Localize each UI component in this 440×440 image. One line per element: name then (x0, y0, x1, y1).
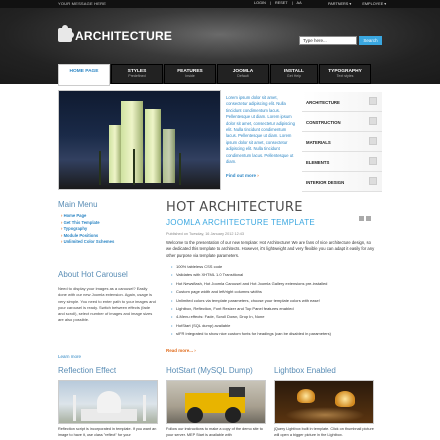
article-tools (359, 216, 373, 222)
list-item: • Validates with XHTML 1.0 Transitional (172, 272, 377, 280)
tab-typography[interactable]: TYPOGRAPHY Text styles (319, 64, 371, 84)
side-item-construction[interactable]: CONSTRUCTION (302, 112, 382, 132)
top-menus (328, 1, 396, 6)
menu-item-typography[interactable]: › Typography (61, 226, 158, 233)
puzzle-logo-icon (58, 28, 72, 42)
feature-side-menu (302, 92, 382, 192)
partners-menu[interactable]: PARTNERS ▾ (328, 2, 352, 6)
module-caption: Reflection script is incorporated in template. If you want an image to have it, use class "reflect" for your (58, 427, 157, 437)
about-text: Need to display your images as a carousel? Easily done with our new Joomla extension. Again, usage is very simple. You need to enter path to your images and your carousel is ready. Switch between effects (fade and scroll), select number of images and image sizes are also possible. (58, 286, 156, 323)
side-item-materials[interactable]: MATERIALS (302, 132, 382, 152)
side-item-interior-design[interactable]: INTERIOR DESIGN (302, 172, 382, 192)
list-item: • HotStart (SQL dump) available (172, 323, 377, 331)
top-links: LOGIN | RESET | AA (254, 1, 302, 5)
dump-truck-image[interactable] (166, 380, 266, 424)
about-title: About Hot Carousel (58, 270, 128, 279)
tab-joomla[interactable]: JOOMLA Default (217, 64, 269, 84)
list-item: • sIFR integrated to show nice custom fonts for headings (can be disabled in parameters) (172, 331, 377, 339)
feature-text: Lorem ipsum dolor sit amet, consectetur adipiscing elit. Nulla tincidunt condimentum lacus. Pellentesque ut diam. Lorem ipsum dolor sit amet, consectetur adipiscing elit. Nulla tincidunt condimentum lacus. Pellentesque ut diam. Lorem ipsum dolor sit amet, consectetur adipiscing elit. Nulla tincidunt condimentum lacus. Pellentesque ut diam. (226, 95, 295, 165)
module-title: Reflection Effect (58, 366, 117, 375)
tab-styles[interactable]: STYLES Predefined (111, 64, 163, 84)
main-nav (58, 64, 368, 84)
menu-item-get-template[interactable]: › Get This Template (61, 220, 158, 227)
arrow-icon (369, 97, 377, 105)
top-bar (0, 0, 440, 8)
feature-list (172, 264, 377, 340)
arrow-icon (369, 117, 377, 125)
tab-home-page[interactable]: HOME PAGE (58, 64, 110, 86)
main-menu-title: Main Menu (58, 200, 98, 209)
module-title: Lightbox Enabled (274, 366, 336, 375)
side-item-architecture[interactable]: ARCHITECTURE (302, 92, 382, 112)
tab-features[interactable]: FEATURES Inside (164, 64, 216, 84)
font-size-link[interactable]: AA (296, 1, 302, 5)
arrow-icon (369, 137, 377, 145)
search-input[interactable]: Type here... (299, 36, 357, 45)
side-item-elements[interactable]: ELEMENTS (302, 152, 382, 172)
arrow-icon (369, 177, 377, 185)
pdf-icon[interactable] (359, 216, 364, 221)
tab-install[interactable]: INSTALL Get Help (270, 64, 318, 84)
list-item: • Hot Newsflash, Hot Joomla Carousel and Hot Joomla Gallery extensions pre-installed (172, 281, 377, 289)
module-title: HotStart (MySQL Dump) (166, 366, 253, 375)
login-link[interactable]: LOGIN (254, 1, 266, 5)
left-column (58, 200, 158, 246)
article-body: Welcome to the presentation of our new template: Hot Architecture! We are fans of nice architecture design, so we dedicated this template to architects. However, it's lightweight and very flexible you can adapt it easily for any other purpose via template parameters. (166, 240, 375, 258)
read-more-link[interactable]: Read more... › (166, 348, 196, 353)
arrow-icon (369, 157, 377, 165)
module-caption: jQuery Lightbox built in template. Click on thumbnail picture will open a bigger picture in the Lightbox. (274, 427, 374, 437)
learn-more-link[interactable]: Learn more (58, 354, 82, 359)
list-item: • Lightbox, Reflection, Font Resizer and Top Panel features enabled (172, 306, 377, 314)
list-item: • 4-Menu effects: Fade, Scroll Down, Drop In, None (172, 314, 377, 322)
list-item: • 100% tableless CSS code (172, 264, 377, 272)
module-lightbox (274, 366, 374, 437)
search-button[interactable]: Search (359, 36, 382, 45)
module-hotstart (166, 366, 266, 437)
menu-item-home[interactable]: › Home Page (61, 213, 158, 220)
logo[interactable] (58, 28, 173, 46)
article-title: HOT ARCHITECTURE (166, 200, 303, 215)
taj-mahal-image[interactable] (58, 380, 158, 424)
menu-item-color-schemes[interactable]: › Unlimited Color Schemes (61, 239, 158, 246)
header (0, 8, 440, 84)
main-menu (61, 213, 158, 246)
lamp-image[interactable] (274, 380, 374, 424)
logo-text: ARCHITECTURE (75, 29, 173, 43)
article-meta: Published on Tuesday, 16 January 2012 12:43 (166, 232, 245, 236)
reset-link[interactable]: RESET (274, 1, 288, 5)
list-item: • Unlimited colors via template parameters, choose your template colors with ease! (172, 298, 377, 306)
print-icon[interactable] (366, 216, 371, 221)
feature-image (58, 90, 221, 190)
module-caption: Follow our instructions to make a copy of the demo site to your server. MEP Start is available with (166, 427, 263, 437)
article-subtitle: JOOMLA ARCHITECTURE TEMPLATE (166, 218, 316, 227)
module-reflection (58, 366, 158, 437)
list-item: • Custom page width and left/right columns widths (172, 289, 377, 297)
find-out-more-link[interactable]: Find out more › (226, 173, 259, 178)
employee-menu[interactable]: EMPLOYEE ▾ (362, 2, 387, 6)
top-message: YOUR MESSAGE HERE (58, 1, 107, 6)
menu-item-module-positions[interactable]: › Module Positions (61, 233, 158, 240)
